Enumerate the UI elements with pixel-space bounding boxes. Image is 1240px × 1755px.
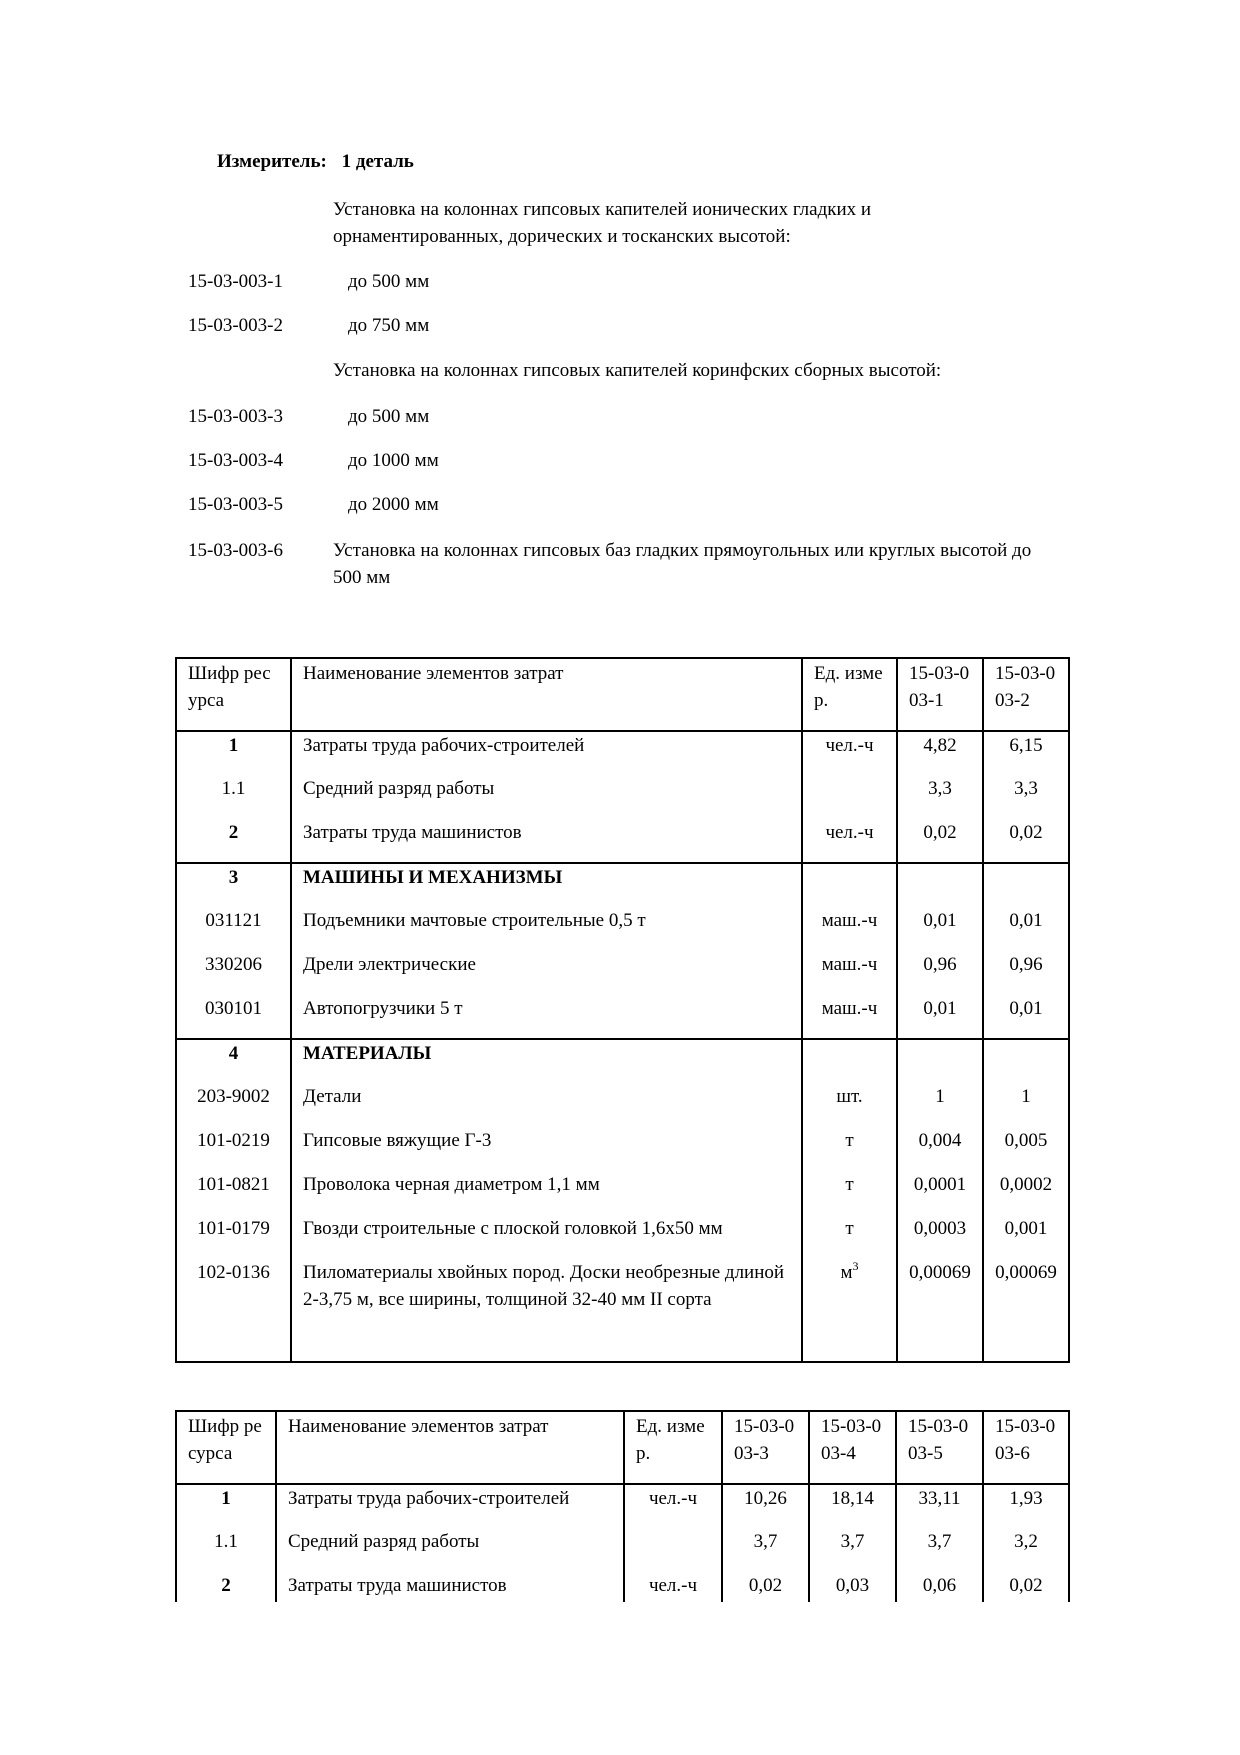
cell-name: Затраты труда машинистов xyxy=(276,1572,624,1602)
cell-value: 0,01 xyxy=(983,907,1069,951)
cell-value: 3,7 xyxy=(809,1528,896,1572)
description-ionic: Установка на колоннах гипсовых капителей ионических гладких и орнаментированных, дорических и тосканских высотой: xyxy=(333,199,872,247)
cell-value: 3,3 xyxy=(983,775,1069,819)
item-code: 15-03-003-2 xyxy=(188,315,283,336)
header-name: Наименование элементов затрат xyxy=(291,658,802,731)
cell-value: 1 xyxy=(983,1083,1069,1127)
table-row xyxy=(176,1127,1069,1171)
item-text: до 500 мм xyxy=(348,271,430,292)
table-row xyxy=(176,907,1069,951)
cell-unit xyxy=(624,1528,722,1572)
item-code: 15-03-003-5 xyxy=(188,494,283,515)
cell-unit: чел.-ч xyxy=(802,819,897,863)
item-code: 15-03-003-3 xyxy=(188,406,283,427)
cell-unit: чел.-ч xyxy=(624,1484,722,1528)
cell-value: 0,96 xyxy=(897,951,983,995)
cell-code: 101-0179 xyxy=(176,1215,291,1259)
cell-value: 0,00069 xyxy=(983,1259,1069,1362)
cell-value: 0,005 xyxy=(983,1127,1069,1171)
cell-value: 3,7 xyxy=(896,1528,983,1572)
table-section-row xyxy=(176,1039,1069,1083)
table-row xyxy=(176,995,1069,1039)
table-row xyxy=(176,1528,1069,1572)
table-section-row xyxy=(176,863,1069,907)
header-col-3: 15-03-003-3 xyxy=(722,1411,809,1484)
resource-table-1 xyxy=(175,657,1070,1363)
cell-unit xyxy=(802,1259,897,1362)
cell-code: 4 xyxy=(176,1039,291,1083)
cell-unit xyxy=(802,863,897,907)
cell-code: 3 xyxy=(176,863,291,907)
cell-unit: чел.-ч xyxy=(624,1572,722,1602)
cell-code: 2 xyxy=(176,819,291,863)
cell-value: 0,01 xyxy=(983,995,1069,1039)
section-title: МАШИНЫ И МЕХАНИЗМЫ xyxy=(291,863,802,907)
cell-code: 330206 xyxy=(176,951,291,995)
cell-value xyxy=(983,863,1069,907)
item-text: до 1000 мм xyxy=(348,450,439,471)
cell-code: 1 xyxy=(176,731,291,775)
cell-unit: т xyxy=(802,1127,897,1171)
cell-code: 030101 xyxy=(176,995,291,1039)
cell-unit: маш.-ч xyxy=(802,995,897,1039)
table-header-row xyxy=(176,658,1069,731)
cell-name: Гвозди строительные с плоской головкой 1,6х50 мм xyxy=(291,1215,802,1259)
header-col-1: 15-03-003-1 xyxy=(897,658,983,731)
cell-value: 0,0001 xyxy=(897,1171,983,1215)
table-row xyxy=(176,775,1069,819)
table-row xyxy=(176,819,1069,863)
cell-code: 2 xyxy=(176,1572,276,1602)
cell-value: 0,004 xyxy=(897,1127,983,1171)
table-row xyxy=(176,1171,1069,1215)
cell-code: 101-0219 xyxy=(176,1127,291,1171)
cell-name: Затраты труда рабочих-строителей xyxy=(291,731,802,775)
table-row xyxy=(176,1083,1069,1127)
table-row xyxy=(176,1259,1069,1362)
cell-value: 0,02 xyxy=(983,1572,1069,1602)
header-col-2: 15-03-003-2 xyxy=(983,658,1069,731)
cell-value: 6,15 xyxy=(983,731,1069,775)
cell-name: Дрели электрические xyxy=(291,951,802,995)
cell-unit: чел.-ч xyxy=(802,731,897,775)
cell-name: Автопогрузчики 5 т xyxy=(291,995,802,1039)
meter-value: 1 деталь xyxy=(341,151,414,172)
cell-code: 101-0821 xyxy=(176,1171,291,1215)
table-row xyxy=(176,951,1069,995)
cell-unit: т xyxy=(802,1215,897,1259)
cell-name: Затраты труда машинистов xyxy=(291,819,802,863)
cell-value xyxy=(897,1039,983,1083)
header-name: Наименование элементов затрат xyxy=(276,1411,624,1484)
cell-value xyxy=(897,863,983,907)
cell-unit xyxy=(802,1039,897,1083)
description-bases: Установка на колоннах гипсовых баз гладких прямоугольных или круглых высотой до 500 мм xyxy=(333,540,1032,588)
header-unit: Ед. измер. xyxy=(802,658,897,731)
cell-value: 0,02 xyxy=(897,819,983,863)
cell-code: 102-0136 xyxy=(176,1259,291,1362)
cell-value: 10,26 xyxy=(722,1484,809,1528)
cell-value: 18,14 xyxy=(809,1484,896,1528)
cell-name: Детали xyxy=(291,1083,802,1127)
header-col-5: 15-03-003-5 xyxy=(896,1411,983,1484)
item-code: 15-03-003-1 xyxy=(188,271,283,292)
unit-text: м xyxy=(840,1262,853,1283)
cell-value: 0,00069 xyxy=(897,1259,983,1362)
cell-unit: т xyxy=(802,1171,897,1215)
header-code: Шифр ресурса xyxy=(176,1411,276,1484)
item-text: до 2000 мм xyxy=(348,494,439,515)
meter-label: Измеритель: xyxy=(217,151,327,172)
cell-value: 0,06 xyxy=(896,1572,983,1602)
cell-code: 031121 xyxy=(176,907,291,951)
unit-superscript: 3 xyxy=(852,1258,859,1273)
cell-value: 0,96 xyxy=(983,951,1069,995)
cell-value: 3,3 xyxy=(897,775,983,819)
cell-name: Гипсовые вяжущие Г-3 xyxy=(291,1127,802,1171)
header-code: Шифр ресурса xyxy=(176,658,291,731)
cell-value: 33,11 xyxy=(896,1484,983,1528)
cell-name: Средний разряд работы xyxy=(291,775,802,819)
cell-value: 0,01 xyxy=(897,995,983,1039)
cell-value: 0,0003 xyxy=(897,1215,983,1259)
cell-unit: шт. xyxy=(802,1083,897,1127)
cell-value: 3,7 xyxy=(722,1528,809,1572)
cell-name: Пиломатериалы хвойных пород. Доски необрезные длиной 2-3,75 м, все ширины, толщиной 32-40 мм II сорта xyxy=(291,1259,802,1362)
cell-unit: маш.-ч xyxy=(802,907,897,951)
cell-value: 0,001 xyxy=(983,1215,1069,1259)
cell-value: 0,01 xyxy=(897,907,983,951)
cell-value: 0,02 xyxy=(983,819,1069,863)
item-code: 15-03-003-6 xyxy=(188,540,283,561)
cell-unit xyxy=(802,775,897,819)
description-corinthian: Установка на колоннах гипсовых капителей коринфских сборных высотой: xyxy=(333,360,942,381)
cell-value: 1 xyxy=(897,1083,983,1127)
cell-code: 1.1 xyxy=(176,775,291,819)
cell-code: 1.1 xyxy=(176,1528,276,1572)
item-code: 15-03-003-4 xyxy=(188,450,283,471)
cell-code: 203-9002 xyxy=(176,1083,291,1127)
cell-name: Затраты труда рабочих-строителей xyxy=(276,1484,624,1528)
header-col-6: 15-03-003-6 xyxy=(983,1411,1069,1484)
cell-value xyxy=(983,1039,1069,1083)
header-col-4: 15-03-003-4 xyxy=(809,1411,896,1484)
resource-table-2 xyxy=(175,1410,1070,1602)
table-row xyxy=(176,1215,1069,1259)
table-row xyxy=(176,731,1069,775)
cell-value: 0,03 xyxy=(809,1572,896,1602)
cell-value: 4,82 xyxy=(897,731,983,775)
cell-name: Средний разряд работы xyxy=(276,1528,624,1572)
table-row xyxy=(176,1572,1069,1602)
item-text: до 750 мм xyxy=(348,315,430,336)
cell-code: 1 xyxy=(176,1484,276,1528)
meter-line xyxy=(217,148,414,175)
table-header-row xyxy=(176,1411,1069,1484)
header-unit: Ед. измер. xyxy=(624,1411,722,1484)
section-title: МАТЕРИАЛЫ xyxy=(291,1039,802,1083)
cell-name: Проволока черная диаметром 1,1 мм xyxy=(291,1171,802,1215)
cell-name: Подъемники мачтовые строительные 0,5 т xyxy=(291,907,802,951)
cell-value: 3,2 xyxy=(983,1528,1069,1572)
cell-unit: маш.-ч xyxy=(802,951,897,995)
cell-value: 0,0002 xyxy=(983,1171,1069,1215)
item-text: до 500 мм xyxy=(348,406,430,427)
cell-value: 1,93 xyxy=(983,1484,1069,1528)
cell-value: 0,02 xyxy=(722,1572,809,1602)
table-row xyxy=(176,1484,1069,1528)
